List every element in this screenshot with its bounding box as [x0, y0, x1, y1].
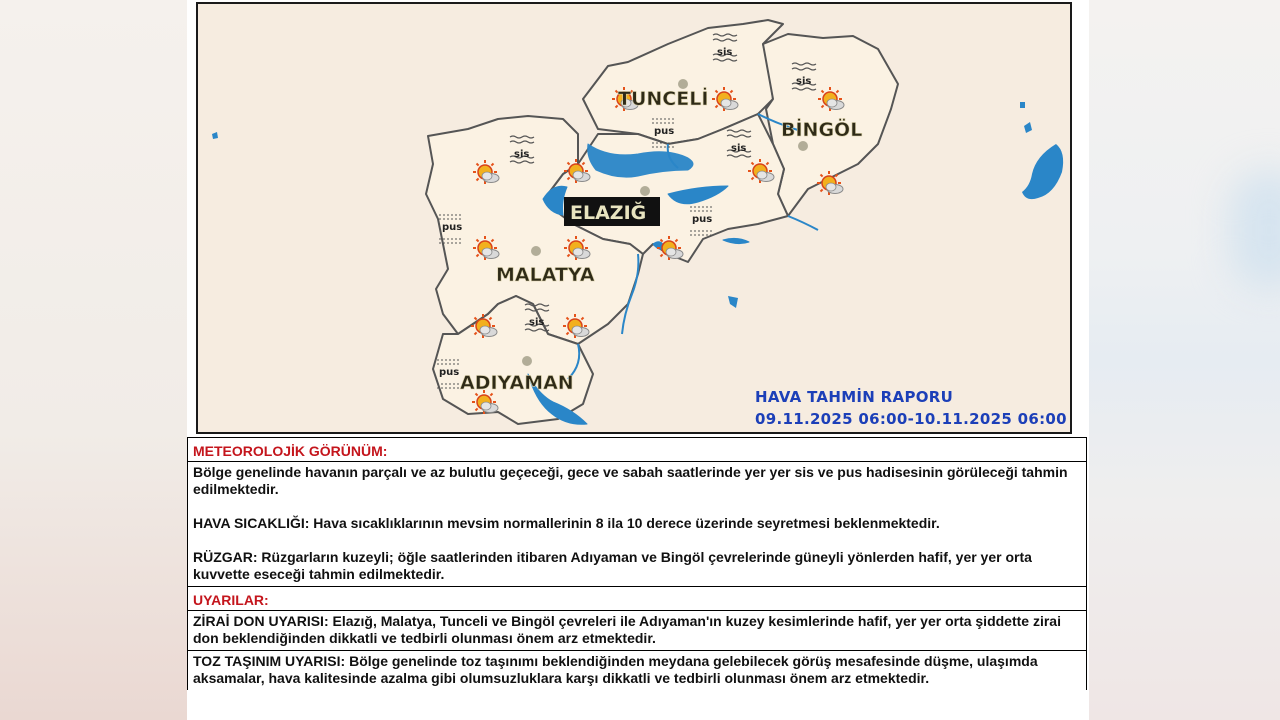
weather-map	[196, 2, 1072, 434]
report-date-range: 09.11.2025 06:00-10.11.2025 06:00	[755, 410, 1067, 428]
fog-label: sis	[717, 47, 733, 58]
meteo-text: Bölge genelinde havanın parçalı ve az bulutlu geçeceği, gece ve sabah saatlerinde yer yer sis ve pus hadisesinin görüleceği tahmin edilmektedir.	[193, 464, 1068, 497]
tunceli-label: TUNCELİ	[618, 88, 709, 110]
fog-label: sis	[796, 76, 812, 87]
adiyaman-label: ADIYAMAN	[460, 372, 574, 394]
malatya-label: MALATYA	[496, 264, 595, 286]
fog-label: sis	[514, 149, 530, 160]
dust-warning-text: TOZ TAŞINIM UYARISI: Bölge genelinde toz taşınımı beklendiğinden meydana gelebilecek görüş mesafesinde düşme, ulaşımda aksamalar, hava kalitesinde azalma gibi olumsuzluklara karşı dikkatli ve tedbirli olunması önem arz etmektedir.	[193, 653, 1038, 686]
meteo-section	[188, 461, 1086, 586]
haze-label: pus	[439, 367, 460, 378]
fog-label: sis	[529, 317, 545, 328]
frost-warning-section	[188, 610, 1086, 650]
meteo-heading: METEOROLOJİK GÖRÜNÜM:	[188, 437, 1086, 461]
haze-label: pus	[442, 222, 463, 233]
frost-warning-text: ZİRAİ DON UYARISI: Elazığ, Malatya, Tunceli ve Bingöl çevreleri ile Adıyaman'ın kuzey kesimlerinde hafif, yer yer orta şiddette zirai don beklendiğinden dikkatli ve tedbirli olunması önem arz etmektedir.	[193, 613, 1061, 646]
haze-label: pus	[654, 126, 675, 137]
bingol-label: BİNGÖL	[781, 119, 863, 141]
dust-warning-section	[188, 650, 1086, 690]
report-title: HAVA TAHMİN RAPORU	[755, 388, 954, 406]
temperature-text: HAVA SICAKLIĞI: Hava sıcaklıklarının mevsim normallerinin 8 ila 10 derece üzerinde seyretmesi beklenmektedir.	[193, 515, 940, 531]
warnings-heading: UYARILAR:	[188, 586, 1086, 610]
forecast-table	[187, 437, 1087, 690]
background-right	[1089, 0, 1280, 720]
haze-label: pus	[692, 214, 713, 225]
background-left	[0, 0, 187, 720]
region-map-svg	[198, 4, 1070, 432]
fog-label: sis	[731, 143, 747, 154]
elazig-label: ELAZIĞ	[570, 202, 647, 224]
wind-text: RÜZGAR: Rüzgarların kuzeyli; öğle saatlerinden itibaren Adıyaman ve Bingöl çevrelerinde güneyli yönlerden hafif, yer yer orta kuvvette eseceği tahmin edilmektedir.	[193, 549, 1032, 582]
forecast-document	[187, 0, 1089, 720]
